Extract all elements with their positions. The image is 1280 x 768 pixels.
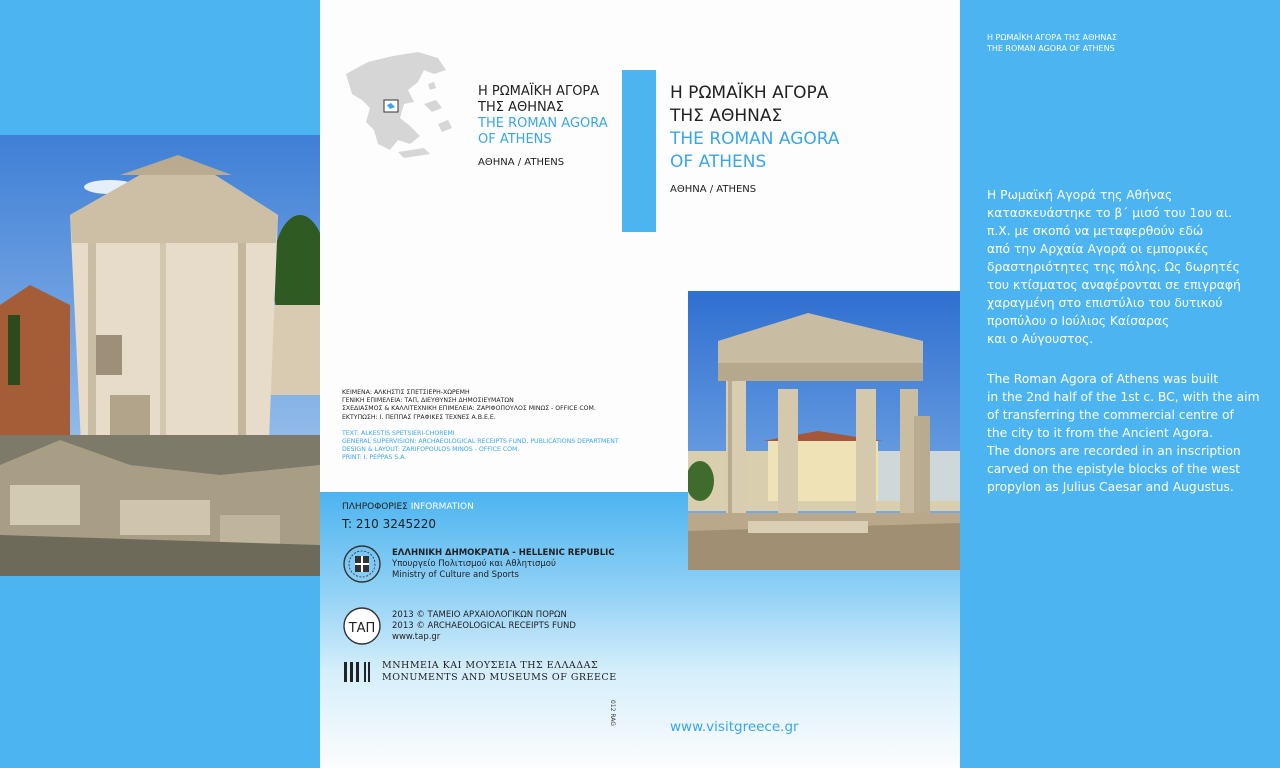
leaflet-code: 012 RAG	[609, 700, 616, 726]
text-line: κατασκευάστηκε το β΄ μισό του 1ου αι.	[987, 206, 1233, 220]
text-line: π.Χ. με σκοπό να μεταφερθούν εδώ	[987, 224, 1204, 238]
mmg-line-2: MONUMENTS AND MUSEUMS OF GREECE	[382, 672, 617, 683]
ministry-line-3: Ministry of Culture and Sports	[392, 569, 519, 580]
text-line: carved on the epistyle blocks of the west	[987, 462, 1241, 476]
text-line: of transferring the commercial centre of	[987, 408, 1234, 422]
information-label	[342, 502, 474, 512]
monuments-museums-block	[342, 660, 617, 684]
mmg-line-1: ΜΝΗΜΕΙΑ ΚΑΙ ΜΟΥΣΕΙΑ ΤΗΣ ΕΛΛΑΔΑΣ	[382, 660, 599, 671]
credit-line-en: DESIGN & LAYOUT: ZARIFOPOULOS MINOS - OFFICE COM.	[342, 446, 520, 454]
information-block	[342, 502, 474, 531]
hellenic-republic-seal-icon	[342, 544, 382, 584]
description-header	[987, 32, 1117, 54]
credit-line: ΓΕΝΙΚΗ ΕΠΙΜΕΛΕΙΑ: ΤΑΠ, ΔΙΕΥΘΥΝΣΗ ΔΗΜΟΣΙΕΥΜΑΤΩΝ	[342, 397, 514, 405]
information-label-en: INFORMATION	[410, 502, 474, 512]
credit-line-en: PRINT: I. PEPPAS S.A.	[342, 454, 407, 462]
cover-accent-bar	[622, 70, 656, 232]
description-header-gr: Η ΡΩΜΑΪΚΗ ΑΓΟΡΑ ΤΗΣ ΑΘΗΝΑΣ	[987, 33, 1117, 42]
tap-block	[342, 606, 576, 646]
tap-line-2: 2013 © ARCHAEOLOGICAL RECEIPTS FUND	[392, 620, 576, 631]
cover-title-en-1: THE ROMAN AGORA	[670, 129, 840, 149]
visitgreece-link[interactable]: www.visitgreece.gr	[670, 719, 799, 735]
text-line: χαραγμένη στο επιστύλιο του δυτικού	[987, 296, 1223, 310]
credit-line: ΚΕΙΜΕΝΑ: ΑΛΚΗΣΤΙΣ ΣΠΕΤΣΙΕΡΗ-ΧΩΡΕΜΗ	[342, 389, 470, 396]
text-line: the city to it from the Ancient Agora.	[987, 426, 1214, 440]
credit-line: ΕΚΤΥΠΩΣΗ: Ι. ΠΕΠΠΑΣ ΓΡΑΦΙΚΕΣ ΤΕΧΝΕΣ Α.Β.Ε.Ε.	[342, 413, 496, 421]
credit-line-en: TEXT: ALKESTIS SPETSIERI-CHOREMI	[342, 429, 455, 437]
city-label: ΑΘΗΝΑ / ATHENS	[478, 157, 565, 168]
left-panel	[0, 0, 320, 768]
text-line: προπύλου ο Ιούλιος Καίσαρας	[987, 314, 1170, 328]
description-text-en	[987, 370, 1269, 496]
ministry-line-2: Υπουργείο Πολιτισμού και Αθλητισμού	[392, 558, 556, 569]
description-header-en: THE ROMAN AGORA OF ATHENS	[987, 44, 1115, 53]
text-line: δραστηριότητες της πόλης. Ως δωρητές	[987, 260, 1240, 274]
text-line: propylon as Julius Caesar and Augustus.	[987, 480, 1234, 494]
title-gr-line-2: ΤΗΣ ΑΘΗΝΑΣ	[478, 100, 564, 115]
credits-block	[342, 389, 619, 463]
phone-number: T: 210 3245220	[342, 517, 437, 531]
tap-url[interactable]: www.tap.gr	[392, 631, 441, 642]
description-panel	[960, 0, 1280, 768]
credit-line-en: GENERAL SUPERVISION: ARCHAEOLOGICAL RECEIPTS FUND, PUBLICATIONS DEPARTMENT	[342, 438, 619, 446]
title-gr-line-1: Η ΡΩΜΑΪΚΗ ΑΓΟΡΑ	[478, 84, 600, 99]
text-line: του κτίσματος αναφέρονται σε επιγραφή	[987, 278, 1241, 292]
title-en-line-2: OF ATHENS	[478, 132, 552, 147]
text-line: Η Ρωμαϊκή Αγορά της Αθήνας	[987, 188, 1173, 202]
ministry-block	[342, 544, 615, 584]
description-text-gr	[987, 186, 1269, 348]
tap-logo-text: ΤΑΠ	[348, 621, 376, 636]
columns-logo-icon	[342, 660, 372, 684]
back-panel	[320, 0, 642, 768]
greece-map-icon	[338, 44, 458, 162]
text-line: in the 2nd half of the 1st c. BC, with the aim	[987, 390, 1260, 404]
cover-title-gr-2: ΤΗΣ ΑΘΗΝΑΣ	[670, 106, 783, 126]
tap-line-1: 2013 © ΤΑΜΕΙΟ ΑΡΧΑΙΟΛΟΓΙΚΩΝ ΠΟΡΩΝ	[392, 609, 567, 620]
title-en-line-1: THE ROMAN AGORA	[478, 116, 608, 131]
ministry-line-1: ΕΛΛΗΝΙΚΗ ΔΗΜΟΚΡΑΤΙΑ - HELLENIC REPUBLIC	[392, 547, 615, 558]
back-title-block	[478, 84, 608, 168]
information-label-gr: ΠΛΗΡΟΦΟΡΙΕΣ	[342, 502, 408, 512]
tap-logo-icon	[342, 606, 382, 646]
gate-of-athena-archegetis-photo	[688, 291, 960, 570]
text-line: και ο Αύγουστος.	[987, 332, 1094, 346]
tower-of-the-winds-photo	[0, 135, 320, 576]
cover-title-gr-1: Η ΡΩΜΑΪΚΗ ΑΓΟΡΑ	[670, 83, 829, 103]
cover-title-block	[670, 82, 840, 195]
credit-line: ΣΧΕΔΙΑΣΜΟΣ & ΚΑΛΛΙΤΕΧΝΙΚΗ ΕΠΙΜΕΛΕΙΑ: ΖΑΡΙΦΟΠΟΥΛΟΣ ΜΙΝΩΣ - OFFICE COM.	[342, 405, 596, 413]
cover-title-en-2: OF ATHENS	[670, 152, 767, 172]
text-line: The Roman Agora of Athens was built	[987, 372, 1219, 386]
cover-panel	[642, 0, 960, 768]
text-line: από την Αρχαία Αγορά οι εμπορικές	[987, 242, 1209, 256]
cover-city-label: ΑΘΗΝΑ / ATHENS	[670, 184, 757, 195]
text-line: The donors are recorded in an inscription	[987, 444, 1241, 458]
